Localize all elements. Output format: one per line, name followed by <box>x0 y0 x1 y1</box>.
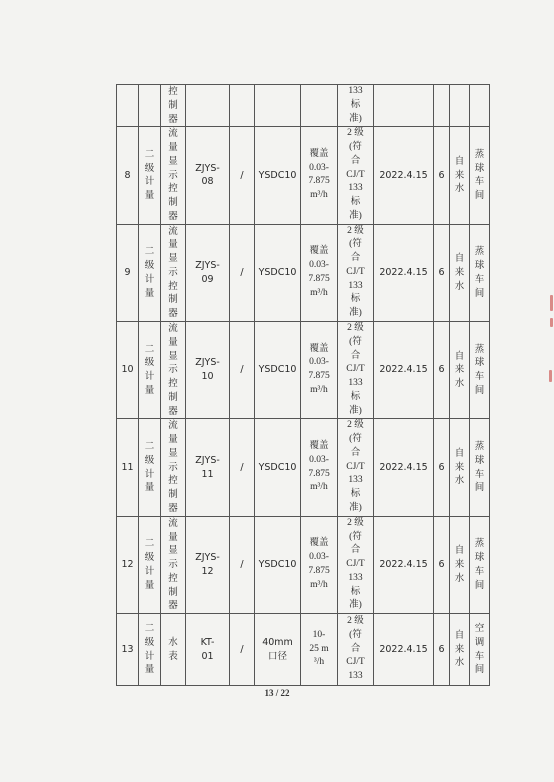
name-char: 制 <box>168 489 178 501</box>
name-char: 流 <box>168 128 178 140</box>
name-char: 器 <box>168 308 178 320</box>
accuracy-line: 2 级 <box>347 225 364 236</box>
location-char: 车 <box>474 565 485 577</box>
table-cell <box>450 85 470 127</box>
medium-char: 自 <box>454 447 465 459</box>
accuracy-line: 2 级 <box>347 420 364 431</box>
level-char: 二 <box>144 246 155 258</box>
table-cell <box>186 85 230 127</box>
model-cell <box>255 127 301 224</box>
accuracy-line: 133 <box>348 572 363 583</box>
accuracy-line: 准) <box>349 113 362 124</box>
location-char: 车 <box>474 273 485 285</box>
range-line: 覆盖 <box>309 538 329 549</box>
accuracy-cell <box>338 127 374 224</box>
accuracy-line: 合 <box>350 545 361 556</box>
row-number-cell: 10 <box>117 322 139 419</box>
accuracy-line: (符 <box>349 142 362 153</box>
name-cell <box>161 419 186 516</box>
range-cell <box>301 322 338 419</box>
code-cell <box>186 322 230 419</box>
medium-cell <box>450 322 470 419</box>
location-char: 空 <box>474 623 485 635</box>
date-cell: 2022.4.15 <box>374 224 434 321</box>
accuracy-line: 133 <box>348 86 363 96</box>
name-cell <box>161 516 186 613</box>
table-row <box>117 516 490 613</box>
medium-cell <box>450 127 470 224</box>
medium-char: 来 <box>454 643 465 655</box>
name-char: 流 <box>168 517 178 529</box>
name-char: 制 <box>168 197 178 209</box>
location-char: 车 <box>474 468 485 480</box>
name-cell <box>161 85 186 127</box>
range-line: 7.875 <box>308 468 330 479</box>
table-row <box>117 224 490 321</box>
name-char: 量 <box>168 434 178 446</box>
range-line: m³/h <box>310 579 328 590</box>
code-cell <box>186 419 230 516</box>
period-cell: 6 <box>434 614 450 686</box>
location-cell <box>470 614 490 686</box>
range-cell <box>301 419 338 516</box>
accuracy-line: 2 级 <box>347 616 364 627</box>
meter-register-table <box>116 84 490 686</box>
table-row-continued <box>117 85 490 127</box>
period-cell: 6 <box>434 516 450 613</box>
name-char: 示 <box>168 461 178 473</box>
table-row <box>117 614 490 686</box>
range-line: m³/h <box>310 190 328 201</box>
model-line: YSDC10 <box>258 364 297 376</box>
table-cell <box>230 85 255 127</box>
table-cell <box>470 85 490 127</box>
date-cell: 2022.4.15 <box>374 127 434 224</box>
range-cell <box>301 127 338 224</box>
accuracy-line: 标 <box>350 391 361 402</box>
model-cell <box>255 419 301 516</box>
location-char: 蒸 <box>474 441 485 453</box>
row-number-cell: 8 <box>117 127 139 224</box>
table-cell <box>374 85 434 127</box>
code-line: 08 <box>201 176 214 188</box>
name-char: 示 <box>168 266 178 278</box>
medium-char: 水 <box>454 280 465 292</box>
medium-char: 水 <box>454 183 465 195</box>
name-char: 制 <box>168 294 178 306</box>
accuracy-line: 133 <box>348 671 363 682</box>
code-line: ZJYS- <box>195 454 220 466</box>
accuracy-line: 标 <box>350 99 361 110</box>
range-line: 7.875 <box>308 565 330 576</box>
location-char: 调 <box>474 636 485 648</box>
level-char: 量 <box>144 190 155 202</box>
accuracy-line: CJ/T <box>346 266 365 277</box>
name-char: 控 <box>168 183 178 195</box>
name-char: 量 <box>168 336 178 348</box>
accuracy-line: 准) <box>349 502 362 513</box>
medium-char: 自 <box>454 253 465 265</box>
name-char: 控 <box>168 280 178 292</box>
accuracy-line: 标 <box>350 197 361 208</box>
page-number: 13 / 22 <box>264 688 290 698</box>
code-line: ZJYS- <box>195 552 220 564</box>
name-char: 表 <box>168 650 178 662</box>
level-char: 计 <box>144 650 155 662</box>
medium-cell <box>450 224 470 321</box>
accuracy-line: 合 <box>350 643 361 654</box>
model-line: YSDC10 <box>258 559 297 571</box>
accuracy-line: 2 级 <box>347 128 364 139</box>
location-char: 球 <box>474 162 485 174</box>
accuracy-line: 2 级 <box>347 517 364 528</box>
accuracy-line: 标 <box>350 294 361 305</box>
medium-cell <box>450 516 470 613</box>
row-number-cell: 9 <box>117 224 139 321</box>
name-char: 控 <box>168 572 178 584</box>
code-line: ZJYS- <box>195 357 220 369</box>
name-char: 制 <box>168 99 178 111</box>
range-line: 覆盖 <box>309 148 329 159</box>
range-line: 7.875 <box>308 371 330 382</box>
location-char: 球 <box>474 357 485 369</box>
location-cell <box>470 322 490 419</box>
accuracy-cell <box>338 614 374 686</box>
level-char: 计 <box>144 273 155 285</box>
level-char: 级 <box>144 357 155 369</box>
medium-cell <box>450 419 470 516</box>
period-cell: 6 <box>434 322 450 419</box>
level-cell <box>139 322 161 419</box>
range-line: 0.03- <box>309 357 329 368</box>
range-line: m³/h <box>310 287 328 298</box>
level-cell <box>139 419 161 516</box>
level-char: 二 <box>144 441 155 453</box>
accuracy-line: 合 <box>350 155 361 166</box>
location-char: 蒸 <box>474 246 485 258</box>
code-line: 11 <box>201 468 214 480</box>
model-line: 40mm <box>262 636 293 648</box>
accuracy-line: (符 <box>349 531 362 542</box>
accuracy-line: CJ/T <box>346 657 365 668</box>
name-char: 量 <box>168 239 178 251</box>
location-char: 车 <box>474 650 485 662</box>
range-line: m³/h <box>310 482 328 493</box>
medium-char: 来 <box>454 559 465 571</box>
location-char: 蒸 <box>474 538 485 550</box>
accuracy-line: 133 <box>348 378 363 389</box>
row-number-cell: 12 <box>117 516 139 613</box>
accuracy-line: 准) <box>349 600 362 611</box>
name-char: 示 <box>168 364 178 376</box>
name-char: 器 <box>168 113 178 125</box>
name-char: 制 <box>168 586 178 598</box>
level-char: 计 <box>144 176 155 188</box>
accuracy-line: CJ/T <box>346 461 365 472</box>
medium-char: 来 <box>454 169 465 181</box>
slash-cell: / <box>230 516 255 613</box>
range-cell <box>301 516 338 613</box>
date-cell: 2022.4.15 <box>374 516 434 613</box>
medium-char: 水 <box>454 657 465 669</box>
model-line: 口径 <box>267 650 287 662</box>
table-cell <box>255 85 301 127</box>
period-cell: 6 <box>434 419 450 516</box>
name-char: 显 <box>168 447 178 459</box>
location-char: 间 <box>474 482 485 494</box>
name-cell <box>161 127 186 224</box>
level-char: 量 <box>144 287 155 299</box>
accuracy-line: 133 <box>348 183 363 194</box>
medium-char: 自 <box>454 155 465 167</box>
accuracy-line: 准) <box>349 308 362 319</box>
code-cell <box>186 127 230 224</box>
red-stamp-mark <box>549 370 552 382</box>
red-stamp-mark <box>550 318 553 327</box>
accuracy-cell <box>338 85 374 127</box>
name-char: 器 <box>168 600 178 612</box>
location-char: 间 <box>474 384 485 396</box>
name-char: 量 <box>168 531 178 543</box>
level-char: 级 <box>144 162 155 174</box>
level-char: 二 <box>144 538 155 550</box>
location-char: 球 <box>474 260 485 272</box>
level-char: 级 <box>144 260 155 272</box>
period-cell: 6 <box>434 127 450 224</box>
medium-char: 来 <box>454 461 465 473</box>
slash-cell: / <box>230 322 255 419</box>
name-char: 显 <box>168 545 178 557</box>
code-line: KT- <box>200 636 215 648</box>
code-line: 09 <box>201 273 214 285</box>
row-number-cell: 11 <box>117 419 139 516</box>
medium-char: 来 <box>454 266 465 278</box>
model-cell <box>255 614 301 686</box>
location-cell <box>470 419 490 516</box>
range-line: 覆盖 <box>309 343 329 354</box>
level-char: 级 <box>144 552 155 564</box>
level-char: 级 <box>144 636 155 648</box>
accuracy-line: CJ/T <box>346 364 365 375</box>
level-char: 二 <box>144 623 155 635</box>
model-line: YSDC10 <box>258 169 297 181</box>
name-cell <box>161 224 186 321</box>
name-char: 器 <box>168 502 178 514</box>
accuracy-line: 133 <box>348 280 363 291</box>
table-row <box>117 419 490 516</box>
accuracy-cell <box>338 322 374 419</box>
accuracy-line: 准) <box>349 210 362 221</box>
code-line: ZJYS- <box>195 260 220 272</box>
location-char: 蒸 <box>474 343 485 355</box>
name-char: 量 <box>168 142 178 154</box>
accuracy-line: (符 <box>349 434 362 445</box>
location-char: 间 <box>474 664 485 676</box>
name-char: 控 <box>168 378 178 390</box>
medium-char: 水 <box>454 475 465 487</box>
location-char: 蒸 <box>474 148 485 160</box>
accuracy-line: 合 <box>350 350 361 361</box>
accuracy-cell <box>338 516 374 613</box>
location-char: 车 <box>474 176 485 188</box>
name-char: 控 <box>168 86 178 97</box>
medium-char: 水 <box>454 378 465 390</box>
name-char: 水 <box>168 636 178 648</box>
code-line: 01 <box>201 650 214 662</box>
row-number-cell: 13 <box>117 614 139 686</box>
level-cell <box>139 516 161 613</box>
slash-cell: / <box>230 419 255 516</box>
location-char: 球 <box>474 552 485 564</box>
name-char: 器 <box>168 405 178 417</box>
range-line: m³/h <box>310 384 328 395</box>
level-char: 计 <box>144 565 155 577</box>
level-char: 级 <box>144 454 155 466</box>
accuracy-line: CJ/T <box>346 169 365 180</box>
name-char: 流 <box>168 225 178 237</box>
range-line: 0.03- <box>309 552 329 563</box>
level-char: 二 <box>144 343 155 355</box>
model-cell <box>255 224 301 321</box>
level-char: 二 <box>144 148 155 160</box>
location-char: 间 <box>474 287 485 299</box>
name-char: 示 <box>168 559 178 571</box>
name-char: 制 <box>168 391 178 403</box>
accuracy-line: 标 <box>350 586 361 597</box>
name-char: 显 <box>168 350 178 362</box>
slash-cell: / <box>230 614 255 686</box>
code-line: 12 <box>201 565 214 577</box>
range-line: 覆盖 <box>309 246 329 257</box>
range-line: 10- <box>312 629 326 640</box>
accuracy-line: 合 <box>350 253 361 264</box>
location-char: 球 <box>474 454 485 466</box>
level-char: 量 <box>144 579 155 591</box>
medium-char: 自 <box>454 350 465 362</box>
red-stamp-mark <box>550 295 553 311</box>
name-char: 示 <box>168 169 178 181</box>
code-cell <box>186 614 230 686</box>
range-line: ³/h <box>313 657 325 668</box>
table-row <box>117 322 490 419</box>
range-cell <box>301 614 338 686</box>
code-line: ZJYS- <box>195 162 220 174</box>
level-char: 计 <box>144 371 155 383</box>
name-cell <box>161 614 186 686</box>
table-cell <box>139 85 161 127</box>
table-cell <box>301 85 338 127</box>
slash-cell: / <box>230 127 255 224</box>
level-char: 量 <box>144 664 155 676</box>
range-line: 覆盖 <box>309 441 329 452</box>
location-char: 间 <box>474 190 485 202</box>
code-line: 10 <box>201 371 214 383</box>
range-cell <box>301 224 338 321</box>
accuracy-line: (符 <box>349 629 362 640</box>
model-cell <box>255 322 301 419</box>
level-char: 计 <box>144 468 155 480</box>
model-line: YSDC10 <box>258 461 297 473</box>
model-cell <box>255 516 301 613</box>
accuracy-cell <box>338 224 374 321</box>
medium-char: 自 <box>454 629 465 641</box>
accuracy-line: 标 <box>350 489 361 500</box>
level-cell <box>139 614 161 686</box>
table-row <box>117 127 490 224</box>
accuracy-line: (符 <box>349 239 362 250</box>
location-cell <box>470 224 490 321</box>
name-char: 流 <box>168 420 178 432</box>
name-char: 显 <box>168 253 178 265</box>
medium-cell <box>450 614 470 686</box>
location-char: 车 <box>474 371 485 383</box>
date-cell: 2022.4.15 <box>374 614 434 686</box>
accuracy-cell <box>338 419 374 516</box>
code-cell <box>186 224 230 321</box>
range-line: 0.03- <box>309 260 329 271</box>
range-line: 0.03- <box>309 162 329 173</box>
level-char: 量 <box>144 482 155 494</box>
medium-char: 自 <box>454 545 465 557</box>
date-cell: 2022.4.15 <box>374 322 434 419</box>
name-char: 控 <box>168 475 178 487</box>
accuracy-line: 准) <box>349 405 362 416</box>
name-char: 器 <box>168 210 178 222</box>
model-line: YSDC10 <box>258 266 297 278</box>
period-cell: 6 <box>434 224 450 321</box>
accuracy-line: 2 级 <box>347 323 364 334</box>
level-cell <box>139 127 161 224</box>
level-cell <box>139 224 161 321</box>
table-cell <box>117 85 139 127</box>
accuracy-line: 133 <box>348 475 363 486</box>
accuracy-line: (符 <box>349 336 362 347</box>
location-cell <box>470 516 490 613</box>
code-cell <box>186 516 230 613</box>
name-char: 显 <box>168 155 178 167</box>
level-char: 量 <box>144 384 155 396</box>
range-line: 7.875 <box>308 176 330 187</box>
range-line: 7.875 <box>308 273 330 284</box>
medium-char: 水 <box>454 572 465 584</box>
medium-char: 来 <box>454 364 465 376</box>
slash-cell: / <box>230 224 255 321</box>
location-cell <box>470 127 490 224</box>
name-cell <box>161 322 186 419</box>
name-char: 流 <box>168 323 178 335</box>
location-char: 间 <box>474 579 485 591</box>
table-cell <box>434 85 450 127</box>
accuracy-line: 合 <box>350 447 361 458</box>
range-line: 0.03- <box>309 454 329 465</box>
accuracy-line: CJ/T <box>346 559 365 570</box>
range-line: 25 m <box>309 643 329 654</box>
date-cell: 2022.4.15 <box>374 419 434 516</box>
